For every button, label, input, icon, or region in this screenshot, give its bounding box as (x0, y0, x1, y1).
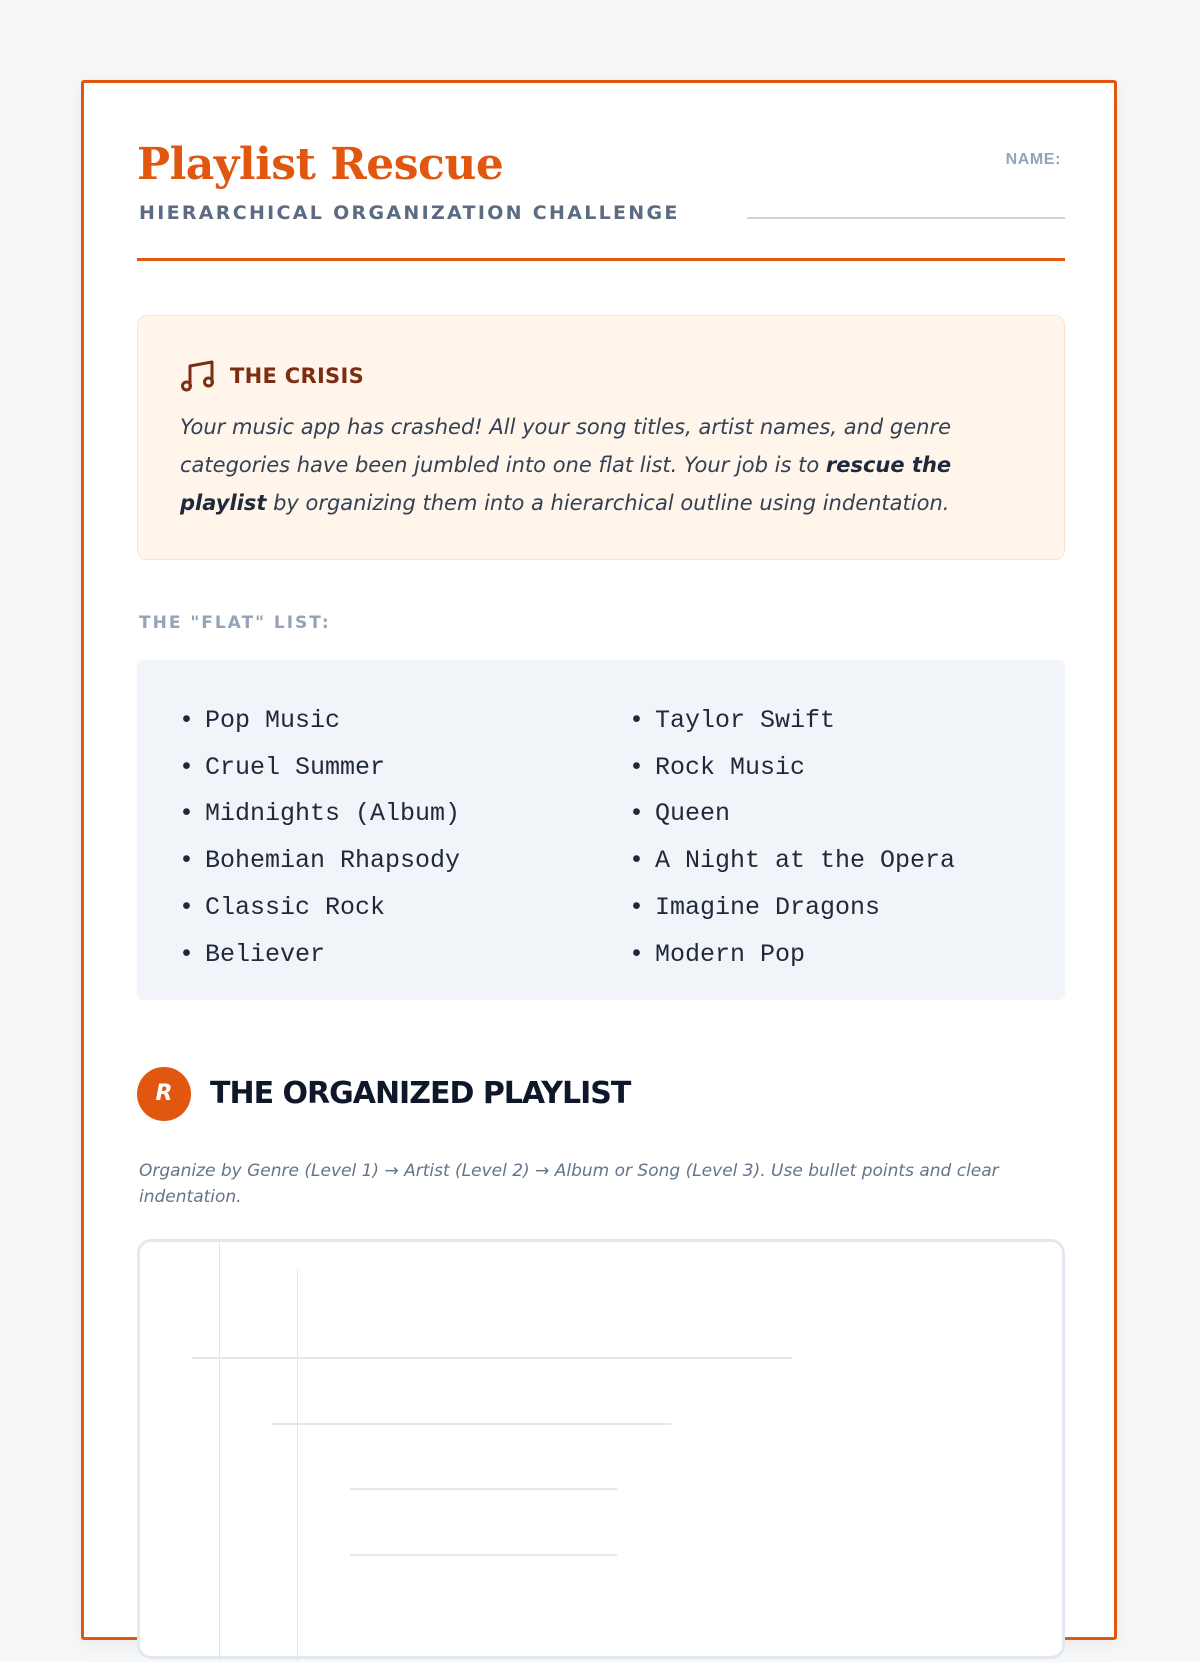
list-item (179, 698, 460, 745)
bullet-icon: • (629, 939, 645, 969)
answer-line-level-1[interactable] (192, 1357, 792, 1359)
list-item (629, 791, 955, 838)
bullet-icon: • (179, 846, 195, 876)
list-item (179, 791, 460, 838)
bullet-icon: • (629, 799, 645, 829)
bullet-icon: • (179, 892, 195, 922)
page-subtitle: HIERARCHICAL ORGANIZATION CHALLENGE (139, 202, 680, 224)
name-label: NAME: (1005, 151, 1061, 168)
music-note-icon (180, 358, 216, 394)
bullet-icon: • (629, 706, 645, 735)
crisis-text-intro: Your music app has crashed! All your song titles, artist names, and genre categories have been jumbled into one flat list. Your job is to (180, 415, 952, 477)
bullet-icon: • (179, 752, 195, 782)
list-item-label: Cruel Summer (205, 752, 386, 782)
list-item-label: Taylor Swift (655, 706, 836, 735)
name-field[interactable] (747, 217, 1065, 219)
bullet-icon: • (629, 752, 645, 782)
list-item (629, 698, 955, 745)
list-item (179, 932, 460, 979)
answer-line-level-2[interactable] (271, 1423, 671, 1425)
list-item (629, 932, 955, 979)
flat-list-left-column (179, 698, 460, 978)
answer-line-level-3[interactable] (350, 1554, 617, 1556)
crisis-title: THE CRISIS (230, 364, 365, 388)
list-item-label: Pop Music (205, 706, 341, 735)
bullet-icon: • (179, 706, 195, 735)
section-badge: R (137, 1067, 191, 1121)
bullet-icon: • (629, 892, 645, 922)
list-item-label: Modern Pop (655, 939, 806, 969)
list-item (629, 745, 955, 792)
crisis-callout (137, 315, 1065, 560)
bullet-icon: • (179, 799, 195, 829)
indent-guide-level-1 (219, 1242, 220, 1662)
list-item-label: A Night at the Opera (655, 846, 956, 876)
crisis-header (180, 356, 364, 396)
crisis-text-outro: by organizing them into a hierarchical outline using indentation. (266, 491, 950, 515)
crisis-text (180, 408, 1030, 522)
answer-line-level-3[interactable] (350, 1488, 617, 1490)
list-item-label: Imagine Dragons (655, 892, 881, 922)
list-item (629, 885, 955, 932)
list-item (179, 838, 460, 885)
section-instructions: Organize by Genre (Level 1) → Artist (Level 2) → Album or Song (Level 3). Use bullet points and clear indentation. (139, 1161, 999, 1207)
list-item-label: Bohemian Rhapsody (205, 846, 461, 876)
flat-list-label: THE "FLAT" LIST: (139, 613, 331, 633)
flat-list-box (137, 660, 1065, 1000)
answer-area[interactable] (137, 1239, 1065, 1659)
flat-list-right-column (629, 698, 955, 978)
worksheet (81, 80, 1117, 1640)
section-title: THE ORGANIZED PLAYLIST (210, 1076, 631, 1111)
bullet-icon: • (629, 846, 645, 876)
list-item (179, 885, 460, 932)
list-item-label: Believer (205, 939, 326, 969)
list-item-label: Midnights (Album) (205, 799, 461, 829)
list-item-label: Rock Music (655, 752, 806, 782)
list-item-label: Classic Rock (205, 892, 386, 922)
page-title: Playlist Rescue (137, 139, 504, 190)
list-item (629, 838, 955, 885)
list-item-label: Queen (655, 799, 731, 829)
header-divider (137, 258, 1065, 261)
bullet-icon: • (179, 939, 195, 969)
indent-guide-level-2 (297, 1269, 298, 1662)
crisis-text-emphasis: rescue the playlist (180, 453, 952, 515)
list-item (179, 745, 460, 792)
